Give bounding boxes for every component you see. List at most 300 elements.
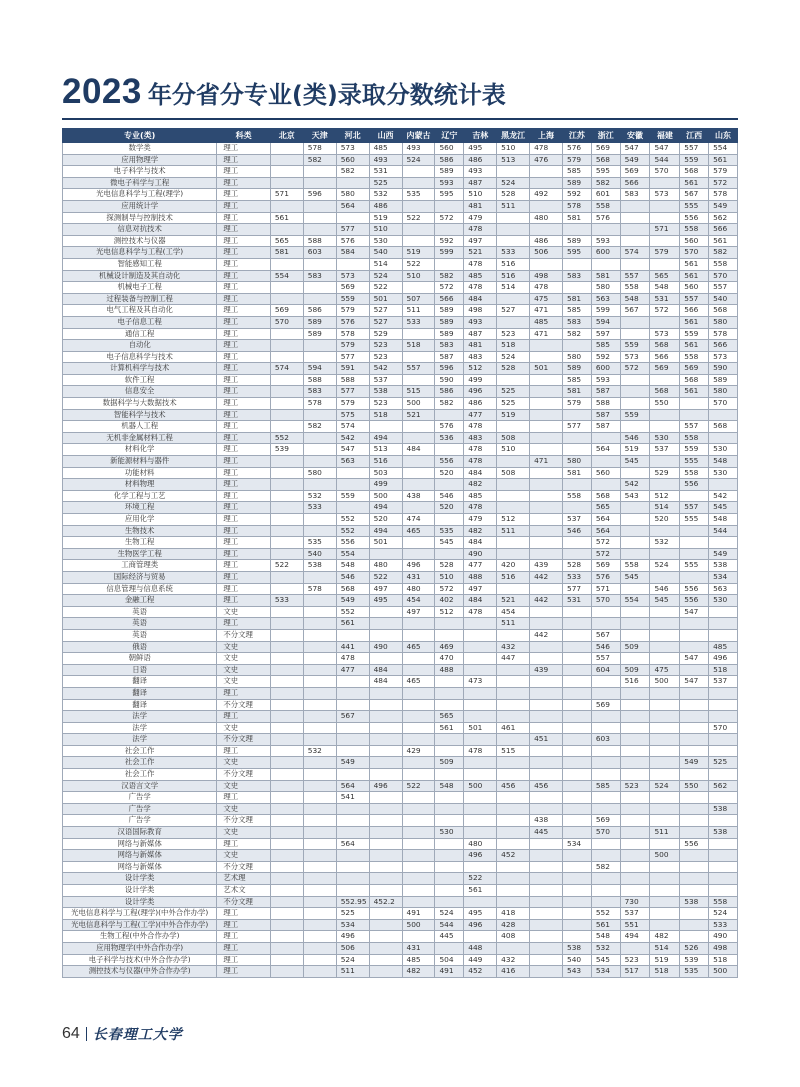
score-cell: 524 [709, 908, 738, 920]
score-cell [650, 421, 680, 433]
score-cell [563, 618, 592, 630]
score-cell [530, 966, 563, 978]
score-cell [336, 734, 369, 746]
score-cell: 562 [709, 212, 738, 224]
score-cell: 525 [497, 398, 530, 410]
column-header: 辽宁 [435, 129, 464, 143]
score-cell [650, 525, 680, 537]
score-cell [650, 641, 680, 653]
score-cell [497, 316, 530, 328]
score-cell [369, 908, 402, 920]
table-row [63, 316, 738, 328]
category-cell: 理工 [217, 177, 271, 189]
score-cell [530, 757, 563, 769]
major-cell: 英语 [63, 618, 217, 630]
score-cell [650, 200, 680, 212]
score-cell [402, 177, 435, 189]
table-row [63, 908, 738, 920]
score-cell: 570 [709, 398, 738, 410]
score-cell [530, 525, 563, 537]
score-cell [563, 502, 592, 514]
category-cell: 不分文理 [217, 815, 271, 827]
score-cell: 527 [369, 305, 402, 317]
score-cell [270, 792, 303, 804]
score-cell: 527 [497, 305, 530, 317]
score-cell: 534 [563, 838, 592, 850]
score-cell [336, 479, 369, 491]
score-cell [620, 224, 650, 236]
score-cell [369, 548, 402, 560]
major-cell: 电子科学与技术 [63, 166, 217, 178]
score-cell [464, 757, 497, 769]
score-cell [435, 514, 464, 526]
score-cell [530, 908, 563, 920]
score-cell: 564 [336, 838, 369, 850]
score-cell [497, 734, 530, 746]
score-cell [402, 861, 435, 873]
column-header: 吉林 [464, 129, 497, 143]
score-cell: 511 [336, 966, 369, 978]
score-cell [270, 734, 303, 746]
score-cell: 501 [369, 537, 402, 549]
score-cell [336, 861, 369, 873]
score-cell [464, 641, 497, 653]
category-cell: 理工 [217, 560, 271, 572]
score-cell [709, 606, 738, 618]
score-cell: 547 [680, 606, 709, 618]
score-cell: 589 [435, 166, 464, 178]
table-row [63, 595, 738, 607]
score-cell: 563 [336, 456, 369, 468]
score-cell [680, 641, 709, 653]
score-cell: 476 [530, 154, 563, 166]
score-cell [270, 711, 303, 723]
column-header: 北京 [270, 129, 303, 143]
score-cell: 509 [620, 664, 650, 676]
score-cell [435, 896, 464, 908]
score-cell: 530 [369, 235, 402, 247]
score-cell: 604 [591, 664, 620, 676]
score-cell [369, 803, 402, 815]
score-cell [402, 166, 435, 178]
score-cell [270, 745, 303, 757]
score-cell [620, 803, 650, 815]
score-cell [680, 734, 709, 746]
score-cell: 559 [620, 340, 650, 352]
score-cell: 496 [709, 653, 738, 665]
score-cell [303, 177, 336, 189]
score-cell [336, 212, 369, 224]
score-cell: 581 [591, 270, 620, 282]
score-cell: 565 [591, 502, 620, 514]
score-cell [402, 711, 435, 723]
score-cell [530, 467, 563, 479]
score-cell [402, 200, 435, 212]
score-cell [369, 699, 402, 711]
category-cell: 理工 [217, 966, 271, 978]
score-cell: 545 [620, 571, 650, 583]
score-cell: 500 [650, 850, 680, 862]
score-cell [650, 769, 680, 781]
score-cell: 520 [650, 514, 680, 526]
score-cell: 499 [369, 479, 402, 491]
score-cell: 491 [402, 908, 435, 920]
score-cell [620, 653, 650, 665]
score-cell: 533 [303, 502, 336, 514]
score-cell [303, 827, 336, 839]
score-cell [620, 537, 650, 549]
score-cell [650, 815, 680, 827]
score-cell: 486 [530, 235, 563, 247]
score-cell: 532 [650, 537, 680, 549]
score-cell [270, 861, 303, 873]
category-cell: 不分文理 [217, 896, 271, 908]
table-row [63, 386, 738, 398]
score-cell: 570 [680, 247, 709, 259]
score-cell: 580 [303, 467, 336, 479]
major-cell: 化学工程与工艺 [63, 490, 217, 502]
score-cell [303, 444, 336, 456]
score-cell: 558 [620, 560, 650, 572]
score-cell: 579 [563, 398, 592, 410]
score-cell: 431 [402, 942, 435, 954]
score-cell: 514 [369, 258, 402, 270]
score-cell: 452.2 [369, 896, 402, 908]
score-cell [563, 815, 592, 827]
score-cell [270, 548, 303, 560]
score-cell [620, 316, 650, 328]
score-cell [369, 815, 402, 827]
score-cell [270, 618, 303, 630]
score-cell: 513 [497, 154, 530, 166]
score-cell [336, 629, 369, 641]
score-cell: 547 [650, 143, 680, 155]
table-row [63, 850, 738, 862]
score-cell: 569 [650, 363, 680, 375]
score-cell: 516 [497, 258, 530, 270]
score-cell: 572 [620, 363, 650, 375]
score-cell: 420 [497, 560, 530, 572]
major-cell: 社会工作 [63, 757, 217, 769]
column-header: 江苏 [563, 129, 592, 143]
score-cell [270, 641, 303, 653]
category-cell: 理工 [217, 328, 271, 340]
score-cell: 552 [270, 432, 303, 444]
score-cell [680, 699, 709, 711]
score-cell [402, 653, 435, 665]
score-cell: 599 [435, 247, 464, 259]
major-cell: 朝鲜语 [63, 653, 217, 665]
score-cell [270, 629, 303, 641]
score-cell [563, 664, 592, 676]
table-row [63, 815, 738, 827]
score-cell: 530 [709, 467, 738, 479]
score-cell: 512 [435, 606, 464, 618]
major-cell: 电子信息科学与技术 [63, 351, 217, 363]
score-cell: 546 [336, 571, 369, 583]
score-cell: 535 [435, 525, 464, 537]
table-row [63, 456, 738, 468]
score-cell: 508 [497, 432, 530, 444]
score-cell [591, 479, 620, 491]
score-cell [563, 861, 592, 873]
category-cell: 理工 [217, 502, 271, 514]
major-cell: 信息安全 [63, 386, 217, 398]
score-cell: 478 [464, 258, 497, 270]
score-cell [680, 548, 709, 560]
score-cell: 438 [402, 490, 435, 502]
score-cell: 586 [303, 305, 336, 317]
score-cell: 560 [336, 154, 369, 166]
score-cell [709, 537, 738, 549]
score-cell: 529 [369, 328, 402, 340]
score-cell [563, 687, 592, 699]
category-cell: 文史 [217, 641, 271, 653]
table-row [63, 827, 738, 839]
score-cell [709, 687, 738, 699]
major-cell: 数学类 [63, 143, 217, 155]
score-cell [270, 873, 303, 885]
score-cell [620, 548, 650, 560]
score-cell [530, 258, 563, 270]
major-cell: 社会工作 [63, 769, 217, 781]
score-cell [497, 583, 530, 595]
table-row [63, 780, 738, 792]
category-cell: 理工 [217, 432, 271, 444]
score-cell [303, 653, 336, 665]
score-cell [497, 838, 530, 850]
score-cell [402, 548, 435, 560]
title-year: 2023 [62, 72, 142, 111]
score-cell [650, 479, 680, 491]
score-cell: 548 [435, 780, 464, 792]
score-cell [303, 479, 336, 491]
score-cell: 593 [435, 177, 464, 189]
score-cell: 534 [709, 571, 738, 583]
score-cell: 509 [620, 641, 650, 653]
score-cell: 569 [591, 560, 620, 572]
score-cell: 461 [497, 722, 530, 734]
score-cell [620, 235, 650, 247]
score-cell [563, 282, 592, 294]
category-cell: 理工 [217, 305, 271, 317]
table-row [63, 931, 738, 943]
score-cell: 568 [709, 305, 738, 317]
category-cell: 文史 [217, 722, 271, 734]
score-cell [530, 896, 563, 908]
score-cell: 432 [497, 641, 530, 653]
score-cell: 542 [709, 490, 738, 502]
score-cell [336, 258, 369, 270]
score-cell: 578 [303, 583, 336, 595]
score-cell [402, 757, 435, 769]
score-cell [680, 827, 709, 839]
score-cell: 538 [303, 560, 336, 572]
score-cell: 579 [336, 398, 369, 410]
score-cell: 577 [336, 224, 369, 236]
score-cell [369, 931, 402, 943]
score-cell: 569 [620, 166, 650, 178]
major-cell: 应用物理学(中外合作办学) [63, 942, 217, 954]
score-cell: 522 [270, 560, 303, 572]
score-cell: 565 [270, 235, 303, 247]
score-cell: 482 [464, 479, 497, 491]
category-cell: 理工 [217, 293, 271, 305]
score-cell [650, 571, 680, 583]
score-cell [680, 711, 709, 723]
score-cell [303, 212, 336, 224]
score-cell: 561 [680, 316, 709, 328]
score-cell: 603 [591, 734, 620, 746]
score-cell [563, 606, 592, 618]
score-cell: 576 [336, 235, 369, 247]
score-cell: 497 [369, 583, 402, 595]
score-cell [530, 177, 563, 189]
score-cell: 567 [620, 305, 650, 317]
score-cell [435, 687, 464, 699]
table-row [63, 270, 738, 282]
column-header: 内蒙古 [402, 129, 435, 143]
score-cell: 570 [709, 722, 738, 734]
score-cell [650, 699, 680, 711]
score-cell: 517 [620, 966, 650, 978]
score-cell [530, 200, 563, 212]
table-row [63, 548, 738, 560]
score-cell: 730 [620, 896, 650, 908]
score-cell [650, 803, 680, 815]
score-cell: 589 [303, 316, 336, 328]
score-cell: 570 [270, 316, 303, 328]
score-cell: 522 [369, 282, 402, 294]
score-cell: 561 [464, 885, 497, 897]
score-cell: 500 [369, 490, 402, 502]
score-cell [530, 409, 563, 421]
score-cell: 582 [591, 861, 620, 873]
score-cell [303, 687, 336, 699]
category-cell: 文史 [217, 827, 271, 839]
score-cell: 548 [620, 293, 650, 305]
table-row [63, 745, 738, 757]
score-cell: 545 [591, 954, 620, 966]
score-cell: 538 [709, 803, 738, 815]
score-cell [402, 537, 435, 549]
score-cell [530, 885, 563, 897]
score-cell [650, 212, 680, 224]
major-cell: 网络与新媒体 [63, 850, 217, 862]
score-cell: 595 [591, 166, 620, 178]
score-cell: 528 [563, 560, 592, 572]
score-cell: 523 [497, 328, 530, 340]
score-cell: 556 [680, 838, 709, 850]
score-cell: 567 [591, 629, 620, 641]
score-cell: 582 [303, 421, 336, 433]
score-cell [303, 780, 336, 792]
score-cell: 561 [591, 919, 620, 931]
score-cell [435, 873, 464, 885]
table-row [63, 143, 738, 155]
score-cell [303, 699, 336, 711]
score-cell: 572 [650, 305, 680, 317]
score-cell [402, 328, 435, 340]
major-cell: 光电信息科学与工程(理学) [63, 189, 217, 201]
score-cell: 556 [680, 479, 709, 491]
major-cell: 法学 [63, 722, 217, 734]
score-cell: 577 [336, 351, 369, 363]
score-cell: 471 [530, 456, 563, 468]
score-cell [680, 398, 709, 410]
major-cell: 金融工程 [63, 595, 217, 607]
major-cell: 设计学类 [63, 896, 217, 908]
score-cell [563, 629, 592, 641]
score-cell: 537 [650, 444, 680, 456]
score-cell: 541 [336, 792, 369, 804]
score-cell: 578 [303, 398, 336, 410]
score-cell: 523 [369, 340, 402, 352]
score-cell [530, 490, 563, 502]
score-cell: 574 [336, 421, 369, 433]
score-cell [563, 722, 592, 734]
score-cell: 558 [709, 896, 738, 908]
category-cell: 理工 [217, 931, 271, 943]
score-cell [620, 583, 650, 595]
score-cell [402, 467, 435, 479]
score-cell: 552 [336, 525, 369, 537]
score-cell: 587 [435, 351, 464, 363]
score-cell [464, 618, 497, 630]
score-cell: 522 [402, 212, 435, 224]
score-cell [530, 676, 563, 688]
score-cell: 531 [369, 166, 402, 178]
score-cell [620, 838, 650, 850]
score-cell [464, 734, 497, 746]
category-cell: 理工 [217, 363, 271, 375]
score-cell [620, 606, 650, 618]
score-cell: 579 [650, 247, 680, 259]
score-cell: 501 [530, 363, 563, 375]
score-cell [591, 224, 620, 236]
score-cell [303, 351, 336, 363]
score-cell: 576 [591, 212, 620, 224]
score-cell [563, 432, 592, 444]
table-row [63, 583, 738, 595]
table-row [63, 282, 738, 294]
score-cell: 560 [435, 143, 464, 155]
score-cell: 537 [620, 908, 650, 920]
score-cell [270, 340, 303, 352]
page-footer [62, 1024, 183, 1044]
score-cell [620, 745, 650, 757]
score-cell [680, 919, 709, 931]
table-row [63, 838, 738, 850]
score-cell: 576 [563, 143, 592, 155]
score-cell [270, 653, 303, 665]
score-cell: 522 [369, 571, 402, 583]
score-cell [402, 850, 435, 862]
major-cell: 材料化学 [63, 444, 217, 456]
score-cell: 579 [336, 340, 369, 352]
score-cell [402, 664, 435, 676]
major-cell: 日语 [63, 664, 217, 676]
score-cell [497, 166, 530, 178]
score-cell [563, 653, 592, 665]
score-cell: 545 [435, 537, 464, 549]
score-cell: 588 [336, 374, 369, 386]
table-row [63, 293, 738, 305]
score-cell [497, 769, 530, 781]
score-cell [303, 514, 336, 526]
score-cell [303, 595, 336, 607]
score-cell: 590 [435, 374, 464, 386]
